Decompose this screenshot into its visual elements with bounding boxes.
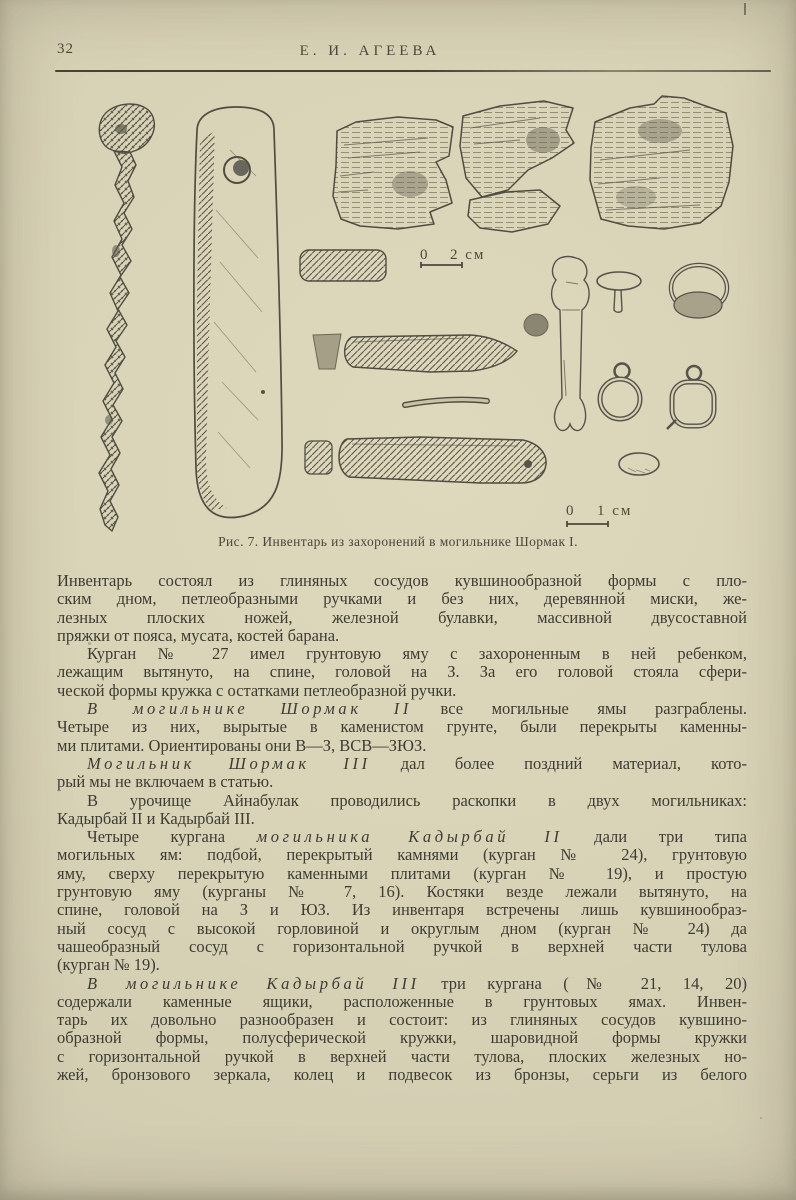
text-line: Курган № 27 имел грунтовую яму с захороненным в ней ребенком, [87, 644, 747, 664]
small-fragment-drawing [305, 441, 332, 474]
paragraph [57, 700, 747, 755]
scale-bar-bottom [566, 503, 632, 527]
oval-bead-drawing [619, 453, 659, 475]
wood-fragment-1 [333, 117, 453, 229]
body-text [57, 572, 747, 1084]
wood-fragment-2 [460, 101, 574, 232]
wood-fragment-3 [590, 96, 733, 229]
text-line: чашеобразный сосуд с горизонтальной ручкой в верхней части тулова [57, 936, 747, 956]
text-line: лежащим вытянуто, на спине, головой на З. За его головой стояла сфери- [57, 662, 747, 682]
text-line: грунтовую яму (курганы № 7, 16). Костяки везде лежали вытянуто, на [57, 882, 747, 902]
text-line: пряжки от пояса, мусата, костей барана. [57, 625, 340, 645]
scale-bottom-zero: 0 [566, 503, 576, 519]
ring-pendant-1-drawing [600, 364, 640, 420]
page-number: 32 [57, 41, 74, 57]
text-line: тарь их довольно разнообразен и состоит: из глиняных сосудов кувшино- [57, 1010, 747, 1030]
paragraph [57, 572, 747, 645]
text-line: В могильнике Кадырбай III три кургана (№ 21, 14, 20) [87, 973, 747, 993]
text-line: ским дном, петлеобразными ручками и без них, деревянной миски, же- [57, 589, 747, 609]
text-line: ный сосуд с высокой горловиной и округлым дном (курган № 24) да [57, 918, 747, 938]
text-line: содержали каменные ящики, расположенные в грунтовых ямах. Инвен- [57, 991, 747, 1011]
scale-top-zero: 0 [420, 247, 430, 263]
text-line: жей, бронзового зеркала, колец и подвесок из бронзы, серьги из белого [57, 1065, 747, 1085]
text-line: могильных ям: подбой, перекрытый камнями (курган № 24), грунтовую [57, 845, 747, 865]
text-line: Могильник Шормак III дал более поздний материал, кото- [87, 753, 747, 773]
text-line: лезных плоских ножей, железной булавки, массивной двусоставной [57, 607, 747, 627]
text-line: образной формы, полусферической кружки, шаровидной формы кружки [57, 1028, 747, 1048]
text-line: В могильнике Шормак II все могильные ямы разграблены. [87, 699, 747, 719]
long-knife-drawing [339, 437, 546, 483]
scale-top-value: 2 см [450, 247, 486, 263]
text-line: Четыре кургана могильника Кадырбай II дали три типа [87, 827, 747, 847]
finger-ring-drawing [671, 265, 727, 318]
text-line: ческой формы кружка с остатками петлеобразной ручки. [57, 680, 457, 700]
paper-speck [760, 1117, 762, 1119]
awl-rod-drawing [405, 400, 487, 405]
running-title: Е. И. АГЕЕВА [299, 43, 441, 59]
paragraph [57, 755, 747, 792]
paragraph [57, 828, 747, 974]
text-line: с горизонтальной ручкой в верхней части тулова, плоских железных но- [57, 1046, 747, 1066]
paragraph [57, 975, 747, 1085]
paragraph [57, 645, 747, 700]
text-line: Четыре из них, вырытые в каменистом грунте, были перекрыты каменны- [57, 717, 747, 737]
dark-bead-drawing [524, 314, 548, 336]
trapezoid-fragment-drawing [313, 334, 341, 369]
musat-rod-drawing [99, 104, 154, 531]
bronze-plate-drawing [300, 250, 386, 281]
paragraph [57, 792, 747, 829]
scale-bar-top [420, 247, 485, 268]
bone-drawing [552, 257, 589, 431]
text-line: рый мы не включаем в статью. [57, 772, 274, 792]
text-line: яму, сверху перекрытую каменными плитами (курган № 19), и простую [57, 863, 747, 883]
scale-bottom-value: 1 см [597, 503, 633, 519]
text-line: ми плитами. Ориентированы они В—З, ВСВ—ЗЮЗ. [57, 735, 427, 755]
text-line: спине, головой на З и ЮЗ. Из инвентаря встречены лишь кувшинообраз- [57, 900, 747, 920]
disc-pin-drawing [597, 272, 641, 312]
text-line: (курган № 19). [57, 955, 160, 975]
text-line: Инвентарь состоял из глиняных сосудов кувшинообразной формы с пло- [57, 571, 747, 590]
figure-7-inventory-drawing [0, 0, 796, 560]
ring-pendant-2-drawing [667, 366, 714, 429]
text-line: В урочище Айнабулак проводились раскопки в двух могильниках: [87, 790, 747, 810]
knife-blade-1-drawing [345, 335, 517, 372]
text-line: Кадырбай II и Кадырбай III. [57, 808, 255, 828]
figure-caption: Рис. 7. Инвентарь из захоронений в могильнике Шормак I. [218, 534, 578, 549]
whetstone-drawing [194, 107, 282, 518]
